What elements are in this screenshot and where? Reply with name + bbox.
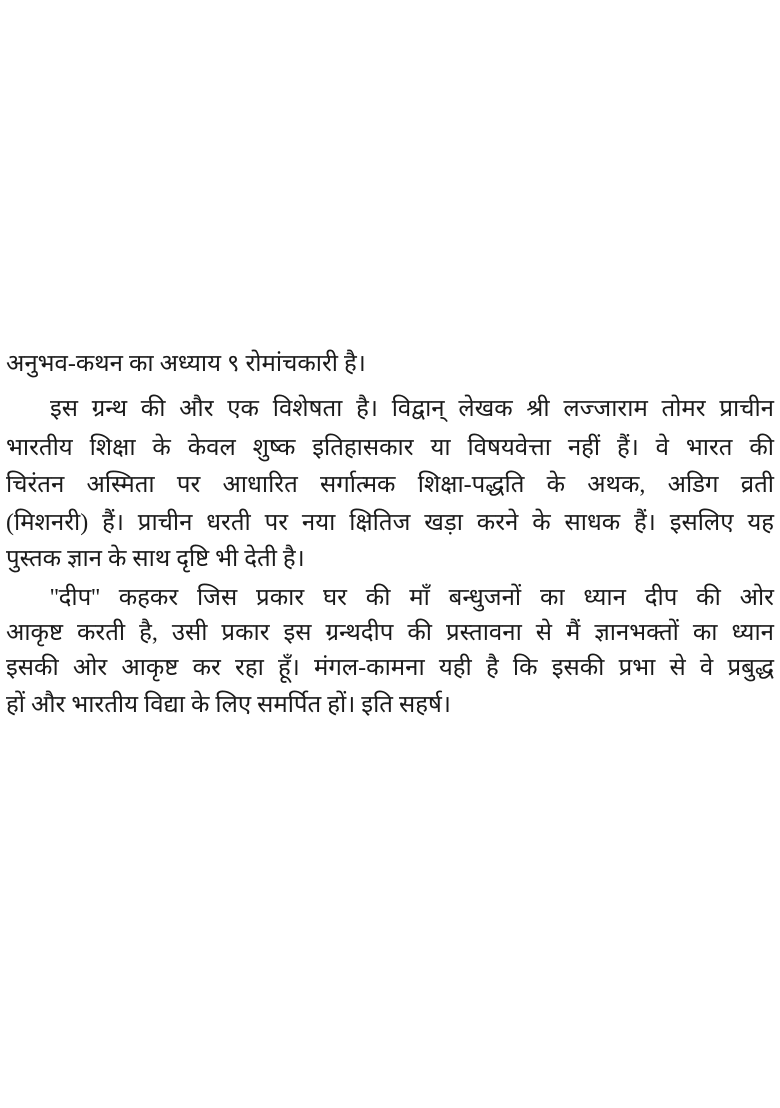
paragraph-start-line: इस ग्रन्थ की और एक विशेषता है। विद्वान् लेखक श्री लज्जाराम तोमर प्राचीन	[50, 396, 774, 422]
text-line: पुस्तक ज्ञान के साथ दृष्टि भी देती है।	[6, 546, 305, 572]
text-line: भारतीय शिक्षा के केवल शुष्क इतिहासकार या विषयवेत्ता नहीं हैं। वे भारत की	[6, 435, 774, 461]
text-line: इसकी ओर आकृष्ट कर रहा हूँ। मंगल-कामना यही है कि इसकी प्रभा से वे प्रबुद्ध	[6, 655, 774, 681]
text-line: चिरंतन अस्मिता पर आधारित सर्गात्मक शिक्षा-पद्धति के अथक, अडिग व्रती	[6, 472, 774, 498]
paragraph-start-line: ''दीप'' कहकर जिस प्रकार घर की माँ बन्धुजनों का ध्यान दीप की ओर	[50, 585, 774, 611]
text-line: अनुभव-कथन का अध्याय ९ रोमांचकारी है।	[6, 351, 366, 377]
text-line: आकृष्ट करती है, उसी प्रकार इस ग्रन्थदीप की प्रस्तावना से मैं ज्ञानभक्तों का ध्यान	[6, 620, 774, 646]
text-line: (मिशनरी) हैं। प्राचीन धरती पर नया क्षितिज खड़ा करने के साधक हैं। इसलिए यह	[6, 510, 774, 536]
text-line: हों और भारतीय विद्या के लिए समर्पित हों। इति सहर्ष।	[6, 692, 451, 718]
